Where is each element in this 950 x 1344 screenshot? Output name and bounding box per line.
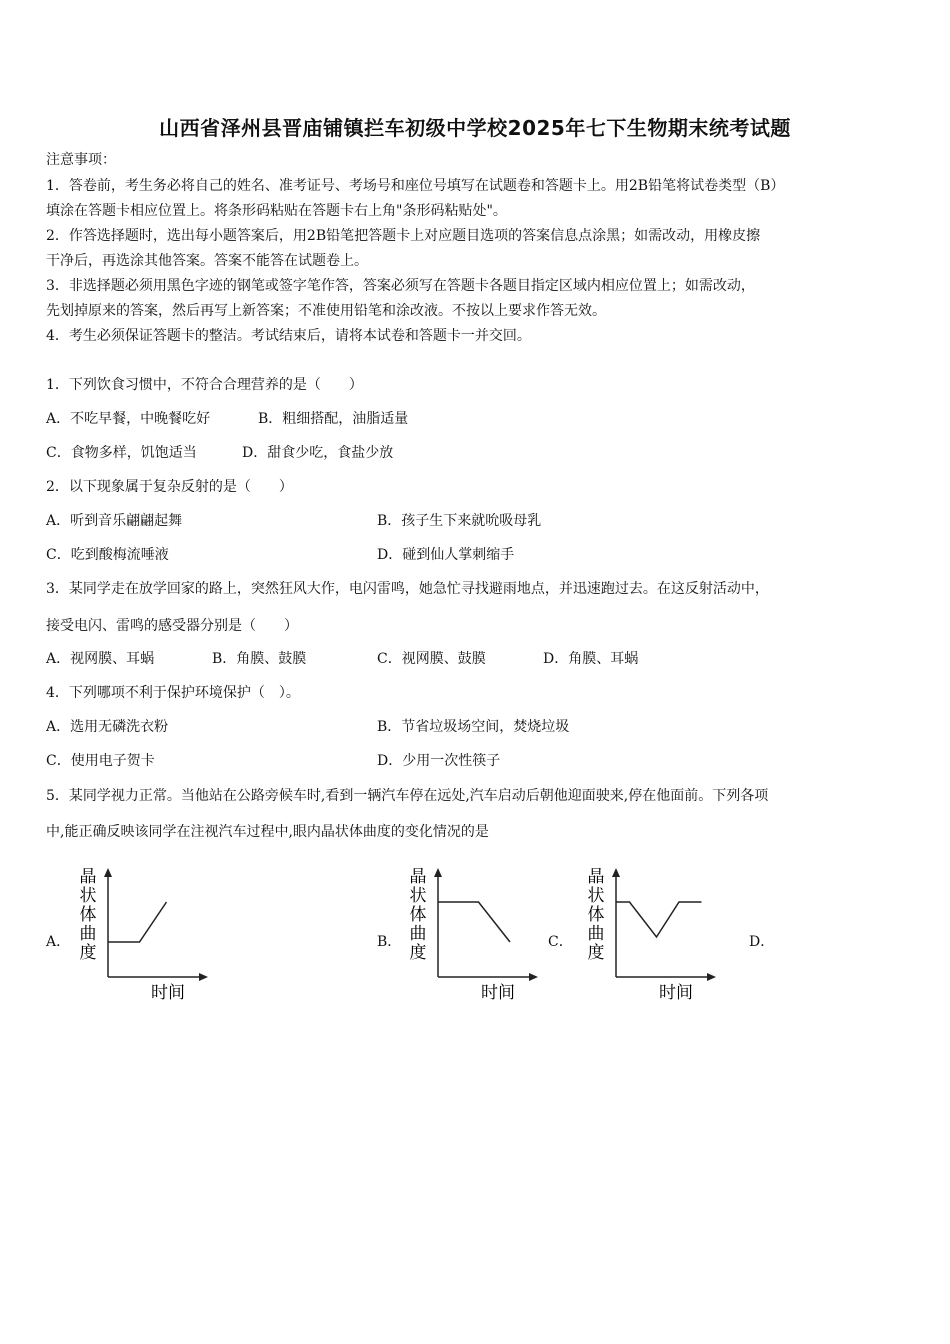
option-c[interactable]: C．食物多样，饥饱适当 (46, 445, 197, 461)
y-axis-label-char: 状 (587, 886, 605, 906)
note-line: 干净后，再选涂其他答案。答案不能答在试题卷上。 (46, 253, 368, 269)
question-stem: 1．下列饮食习惯中，不符合合理营养的是（ ） (46, 377, 363, 393)
option-b[interactable]: B．角膜、鼓膜 (212, 651, 307, 667)
y-axis-label-char: 晶 (79, 867, 97, 887)
y-axis-label (80, 867, 97, 963)
option-d[interactable]: D．碰到仙人掌刺缩手 (377, 547, 515, 563)
option-a[interactable]: A． (46, 934, 71, 950)
y-axis-label-char: 体 (79, 905, 97, 925)
x-axis-label: 时间 (151, 983, 185, 1002)
x-axis-arrow-icon (707, 973, 716, 981)
y-axis-arrow-icon (104, 868, 112, 877)
option-a[interactable]: A．选用无磷洗衣粉 (46, 719, 169, 735)
question-stem: 中,能正确反映该同学在注视汽车过程中,眼内晶状体曲度的变化情况的是 (46, 824, 489, 840)
page-title: 山西省泽州县晋庙铺镇拦车初级中学校2025年七下生物期末统考试题 (159, 116, 791, 140)
note-line: 3．非选择题必须用黑色字迹的钢笔或签字笔作答，答案必须写在答题卡各题目指定区域内相应位置上；如需改动， (46, 278, 755, 294)
question-stem: 接受电闪、雷鸣的感受器分别是（ ） (46, 618, 298, 634)
option-a[interactable]: A．听到音乐翩翩起舞 (46, 513, 183, 529)
y-axis-label (588, 867, 605, 963)
question-stem: 2．以下现象属于复杂反射的是（ ） (46, 479, 293, 495)
note-line: 1．答卷前，考生务必将自己的姓名、准考证号、考场号和座位号填写在试题卷和答题卡上。用2B铅笔将试卷类型（B） (46, 178, 785, 194)
graph-a (74, 862, 214, 1002)
y-axis-arrow-icon (612, 868, 620, 877)
question-stem: 4．下列哪项不利于保护环境保护（ ）。 (46, 685, 300, 701)
note-line: 2．作答选择题时，选出每小题答案后，用2B铅笔把答题卡上对应题目选项的答案信息点涂黑；如需改动，用橡皮擦 (46, 228, 761, 244)
y-axis-label-char: 体 (409, 905, 427, 925)
y-axis-label-char: 晶 (409, 867, 427, 887)
y-axis-label-char: 晶 (587, 867, 605, 887)
option-a[interactable]: A．不吃早餐，中晚餐吃好 (46, 411, 211, 427)
option-d[interactable]: D． (749, 934, 775, 950)
graph-b-svg (404, 862, 544, 1002)
option-c[interactable]: C． (548, 934, 573, 950)
x-axis-arrow-icon (199, 973, 208, 981)
y-axis-label-char: 曲 (79, 924, 97, 944)
graph-b (404, 862, 544, 1002)
option-b[interactable]: B．孩子生下来就吮吸母乳 (377, 513, 542, 529)
option-a[interactable]: A．视网膜、耳蜗 (46, 651, 155, 667)
option-b[interactable]: B． (377, 934, 402, 950)
note-line: 4．考生必须保证答题卡的整洁。考试结束后，请将本试卷和答题卡一并交回。 (46, 328, 531, 344)
option-c[interactable]: C．视网膜、鼓膜 (377, 651, 486, 667)
y-axis-arrow-icon (434, 868, 442, 877)
option-b[interactable]: B．节省垃圾场空间，焚烧垃圾 (377, 719, 570, 735)
y-axis-label-char: 状 (79, 886, 97, 906)
curve-line (108, 902, 167, 942)
curve-line (438, 902, 510, 942)
graph-c (582, 862, 722, 1002)
note-line: 先划掉原来的答案，然后再写上新答案；不准使用铅笔和涂改液。不按以上要求作答无效。 (46, 303, 606, 319)
y-axis-label-char: 体 (587, 905, 605, 925)
graph-a-svg (74, 862, 214, 1002)
option-d[interactable]: D．角膜、耳蜗 (543, 651, 639, 667)
note-line: 填涂在答题卡相应位置上。将条形码粘贴在答题卡右上角"条形码粘贴处"。 (46, 203, 507, 219)
option-d[interactable]: D．甜食少吃，食盐少放 (242, 445, 394, 461)
y-axis-label-char: 度 (79, 943, 97, 963)
graph-c-svg (582, 862, 722, 1002)
option-c[interactable]: C．使用电子贺卡 (46, 753, 155, 769)
y-axis-label-char: 曲 (587, 924, 605, 944)
option-d[interactable]: D．少用一次性筷子 (377, 753, 501, 769)
x-axis-label: 时间 (481, 983, 515, 1002)
notes-heading: 注意事项： (46, 152, 116, 168)
question-stem: 3．某同学走在放学回家的路上，突然狂风大作，电闪雷鸣，她急忙寻找避雨地点，并迅速跑过去。在这反射活动中， (46, 581, 769, 597)
y-axis-label-char: 度 (587, 943, 605, 963)
y-axis-label-char: 状 (409, 886, 427, 906)
option-c[interactable]: C．吃到酸梅流唾液 (46, 547, 169, 563)
y-axis-label-char: 曲 (409, 924, 427, 944)
x-axis-arrow-icon (529, 973, 538, 981)
y-axis-label (410, 867, 427, 963)
option-b[interactable]: B．粗细搭配，油脂适量 (258, 411, 409, 427)
y-axis-label-char: 度 (409, 943, 427, 963)
curve-line (616, 902, 702, 937)
x-axis-label: 时间 (659, 983, 693, 1002)
question-stem: 5．某同学视力正常。当他站在公路旁候车时,看到一辆汽车停在远处,汽车启动后朝他迎面驶来,停在他面前。下列各项 (46, 788, 769, 804)
